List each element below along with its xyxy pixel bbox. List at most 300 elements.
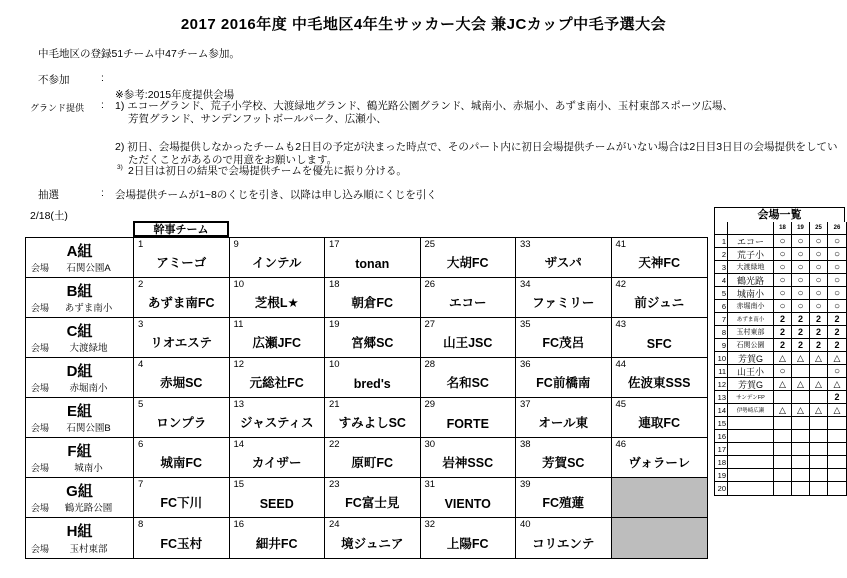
ground-note-2b: ただくことがあるので用意をお願いします。 <box>128 154 338 166</box>
team-name: 朝倉FC <box>351 296 394 310</box>
team-number: 38 <box>520 439 531 450</box>
venue-date-header: 18 <box>774 222 792 235</box>
team-cell <box>325 358 421 398</box>
venue-mark-cell: ○ <box>774 248 792 261</box>
team-number: 34 <box>520 279 531 290</box>
venue-mark-cell <box>792 482 810 495</box>
venue-mark-cell: △ <box>828 404 846 417</box>
team-name: 原町FC <box>351 456 394 470</box>
venue-mark-cell: 2 <box>828 339 846 352</box>
team-cell <box>325 478 421 518</box>
venue-row-name: 石関公園 <box>728 339 774 352</box>
team-name: FC玉村 <box>160 537 203 551</box>
venue-mark-cell <box>828 482 846 495</box>
venue-mark-cell <box>774 417 792 430</box>
venue-mark-cell: △ <box>774 352 792 365</box>
chusen-label: 抽選 <box>38 189 59 201</box>
team-name: FC茂呂 <box>542 336 585 350</box>
ground-note-3-mark: 3) <box>117 164 123 171</box>
team-number: 13 <box>233 399 245 410</box>
team-cell <box>516 238 612 278</box>
venue-mark-cell <box>828 469 846 482</box>
team-cell <box>421 518 517 558</box>
team-number: 32 <box>424 519 436 530</box>
team-number: 44 <box>615 359 627 370</box>
venue-mark-cell: △ <box>810 404 828 417</box>
venue-mark-cell: ○ <box>774 274 792 287</box>
group-label-cell <box>26 238 134 278</box>
team-name: SEED <box>259 497 294 511</box>
group-label-cell <box>26 518 134 558</box>
team-name: FC富士見 <box>345 496 400 510</box>
group-venue-line <box>31 260 128 274</box>
venue-mark-cell <box>792 365 810 378</box>
venue-table-title: 会場一覧 <box>714 207 845 223</box>
venue-mark-cell: 2 <box>792 339 810 352</box>
venue-row-name: サンデンFP <box>728 391 774 404</box>
venue-mark-cell: ○ <box>774 300 792 313</box>
team-number: 21 <box>329 399 340 410</box>
team-cell <box>325 438 421 478</box>
venue-mark-cell: ○ <box>828 235 846 248</box>
venue-mark-cell: △ <box>792 378 810 391</box>
group-venue-name: 鶴光路公園 <box>64 503 113 514</box>
team-cell <box>421 358 517 398</box>
group-label-cell <box>26 358 134 398</box>
team-name: 天神FC <box>638 256 681 270</box>
team-name: 上陽FC <box>446 537 489 551</box>
venue-prefix-label: 会場 <box>31 503 50 513</box>
team-name: 広瀬JFC <box>252 336 302 350</box>
venue-mark-cell <box>774 469 792 482</box>
venue-row-name: 芳賀G <box>728 378 774 391</box>
venue-mark-cell: ○ <box>774 287 792 300</box>
team-cell <box>516 278 612 318</box>
team-name: SFC <box>646 337 672 351</box>
team-cell <box>421 238 517 278</box>
venue-mark-cell <box>810 482 828 495</box>
venue-mark-cell <box>828 443 846 456</box>
venue-mark-cell <box>828 456 846 469</box>
team-cell <box>421 438 517 478</box>
venue-mark-cell: ○ <box>828 274 846 287</box>
venue-header-corner <box>715 222 728 235</box>
team-number: 19 <box>329 319 340 330</box>
team-name: 細井FC <box>255 537 298 551</box>
empty-gray-cell <box>612 518 708 558</box>
team-name: 大胡FC <box>446 256 489 270</box>
venue-mark-cell <box>774 456 792 469</box>
team-number: 1 <box>138 239 144 250</box>
team-number: 43 <box>615 319 627 330</box>
venue-prefix-label: 会場 <box>31 263 50 273</box>
group-venue-name: 赤堀南小 <box>69 383 108 394</box>
group-venue-line <box>31 420 128 434</box>
venue-mark-cell: △ <box>792 404 810 417</box>
venue-mark-cell <box>792 391 810 404</box>
venue-mark-cell: ○ <box>828 365 846 378</box>
team-cell <box>230 318 326 358</box>
team-cell <box>230 358 326 398</box>
team-cell <box>134 398 230 438</box>
group-label-cell <box>26 438 134 478</box>
team-name: アミーゴ <box>156 256 207 270</box>
team-name: VIENTO <box>444 497 491 511</box>
team-cell <box>230 478 326 518</box>
venue-row-number: 8 <box>715 326 728 339</box>
team-number: 27 <box>424 319 436 330</box>
venue-mark-cell: ○ <box>774 261 792 274</box>
team-name: 佐波東SSS <box>627 376 691 390</box>
venue-row-number: 1 <box>715 235 728 248</box>
group-venue-line <box>31 541 128 555</box>
venue-mark-cell: ○ <box>828 248 846 261</box>
venue-mark-cell: ○ <box>792 248 810 261</box>
sanko-note: ※参考:2015年度提供会場 <box>115 89 235 101</box>
venue-mark-cell <box>792 417 810 430</box>
team-name: FC下川 <box>160 496 203 510</box>
venue-row-number: 11 <box>715 365 728 378</box>
venue-row-number: 19 <box>715 469 728 482</box>
fusanka-label: 不参加 <box>38 74 70 86</box>
team-name: ファミリー <box>532 296 595 310</box>
venue-mark-cell <box>774 430 792 443</box>
team-name: 岩神SSC <box>442 456 494 470</box>
fusanka-colon: : <box>101 72 104 84</box>
team-name: 芝根L★ <box>254 296 299 310</box>
team-number: 3 <box>138 319 144 330</box>
team-cell <box>325 398 421 438</box>
group-venue-name: あずま南小 <box>64 303 113 314</box>
venue-mark-cell <box>792 430 810 443</box>
team-cell <box>516 318 612 358</box>
venue-mark-cell <box>774 391 792 404</box>
venue-date-header: 26 <box>828 222 846 235</box>
team-number: 33 <box>520 239 531 250</box>
venue-mark-cell: △ <box>774 404 792 417</box>
ground-colon: : <box>101 99 104 111</box>
team-number: 28 <box>424 359 436 370</box>
date-label: 2/18(土) <box>30 210 68 222</box>
team-cell <box>612 438 708 478</box>
venue-mark-cell: ○ <box>774 235 792 248</box>
team-number: 25 <box>424 239 436 250</box>
venue-row-name <box>728 469 774 482</box>
venue-row-number: 7 <box>715 313 728 326</box>
intro-line: 中毛地区の登録51チーム中47チーム参加。 <box>38 48 240 60</box>
venue-row-number: 6 <box>715 300 728 313</box>
team-cell <box>325 518 421 558</box>
team-number: 30 <box>424 439 436 450</box>
main-table <box>25 237 708 559</box>
venue-mark-cell: △ <box>774 378 792 391</box>
venue-mark-cell: 2 <box>774 326 792 339</box>
group-venue-line <box>31 340 128 354</box>
team-number: 46 <box>615 439 627 450</box>
group-venue-name: 石関公園A <box>66 263 111 274</box>
venue-mark-cell <box>792 469 810 482</box>
team-cell <box>325 238 421 278</box>
venue-mark-cell: ○ <box>810 235 828 248</box>
team-cell <box>134 518 230 558</box>
group-name: A組 <box>66 243 93 260</box>
group-name: F組 <box>67 443 92 460</box>
team-cell <box>134 318 230 358</box>
team-name: オール東 <box>538 416 589 430</box>
venue-mark-cell: 2 <box>828 391 846 404</box>
team-number: 31 <box>424 479 436 490</box>
venue-mark-cell: ○ <box>828 261 846 274</box>
group-label-cell <box>26 478 134 518</box>
team-cell <box>612 318 708 358</box>
team-number: 36 <box>520 359 531 370</box>
venue-mark-cell: 2 <box>792 326 810 339</box>
venue-row-number: 20 <box>715 482 728 495</box>
team-name: インテル <box>252 256 302 270</box>
team-cell <box>230 398 326 438</box>
venue-prefix-label: 会場 <box>31 383 50 393</box>
venue-row-name <box>728 430 774 443</box>
venue-row-number: 16 <box>715 430 728 443</box>
venue-mark-cell: ○ <box>810 287 828 300</box>
team-number: 15 <box>233 479 245 490</box>
team-name: 前ジュニ <box>634 296 685 310</box>
team-number: 41 <box>615 239 627 250</box>
venue-row-number: 2 <box>715 248 728 261</box>
team-cell <box>421 478 517 518</box>
team-number: 23 <box>329 479 340 490</box>
venue-row-name: 荒子小 <box>728 248 774 261</box>
venue-mark-cell: 2 <box>810 326 828 339</box>
team-number: 35 <box>520 319 531 330</box>
team-name: 名和SC <box>446 376 489 390</box>
venue-prefix-label: 会場 <box>31 423 50 433</box>
team-name: 連取FC <box>638 416 681 430</box>
group-label-cell <box>26 398 134 438</box>
team-cell <box>134 358 230 398</box>
team-number: 8 <box>138 519 144 530</box>
ground-label: グランド提供 <box>30 103 85 113</box>
venue-mark-cell <box>792 456 810 469</box>
venue-row-name <box>728 443 774 456</box>
group-label-cell <box>26 278 134 318</box>
team-name: カイザー <box>251 456 302 470</box>
team-name: ジャスティス <box>239 416 314 430</box>
team-name: リオエステ <box>150 336 213 350</box>
team-cell <box>612 238 708 278</box>
venue-mark-cell: ○ <box>774 365 792 378</box>
venue-mark-cell: ○ <box>810 261 828 274</box>
team-number: 39 <box>520 479 531 490</box>
team-cell <box>421 278 517 318</box>
venue-date-header: 19 <box>792 222 810 235</box>
group-venue-line <box>31 460 128 474</box>
team-cell <box>612 358 708 398</box>
venue-table <box>714 222 847 496</box>
team-number: 4 <box>138 359 144 370</box>
team-cell <box>325 278 421 318</box>
venue-mark-cell: ○ <box>828 300 846 313</box>
group-venue-name: 石関公園B <box>66 423 111 434</box>
team-name: 城南FC <box>160 456 203 470</box>
team-number: 12 <box>233 359 245 370</box>
team-number: 37 <box>520 399 531 410</box>
team-name: FC前橋南 <box>536 376 591 390</box>
venue-mark-cell: 2 <box>810 313 828 326</box>
venue-mark-cell: 2 <box>774 313 792 326</box>
team-number: 11 <box>233 319 244 330</box>
venue-mark-cell: ○ <box>828 287 846 300</box>
group-venue-line <box>31 500 128 514</box>
venue-mark-cell <box>828 430 846 443</box>
venue-mark-cell: 2 <box>792 313 810 326</box>
team-name: ロンプラ <box>156 416 207 430</box>
venue-mark-cell <box>810 430 828 443</box>
venue-mark-cell <box>810 417 828 430</box>
team-name: 赤堀SC <box>160 376 203 390</box>
venue-mark-cell <box>810 365 828 378</box>
group-venue-name: 城南小 <box>74 463 103 474</box>
group-name: E組 <box>66 403 92 420</box>
venue-row-name <box>728 456 774 469</box>
venue-row-number: 15 <box>715 417 728 430</box>
page-title: 2017 2016年度 中毛地区4年生サッカー大会 兼JCカップ中毛予選大会 <box>180 16 667 33</box>
venue-row-number: 18 <box>715 456 728 469</box>
venue-mark-cell: 2 <box>810 339 828 352</box>
venue-mark-cell <box>810 443 828 456</box>
team-name: bred's <box>353 377 391 391</box>
venue-mark-cell <box>792 443 810 456</box>
venue-row-name: 城南小 <box>728 287 774 300</box>
venue-mark-cell <box>810 456 828 469</box>
venue-row-number: 5 <box>715 287 728 300</box>
empty-gray-cell <box>612 478 708 518</box>
venue-mark-cell: ○ <box>792 261 810 274</box>
venue-mark-cell <box>774 443 792 456</box>
venue-row-number: 9 <box>715 339 728 352</box>
team-number: 10 <box>329 359 340 370</box>
team-number: 24 <box>329 519 340 530</box>
team-name: ヴォラーレ <box>628 456 691 470</box>
venue-row-name <box>728 482 774 495</box>
team-name: すみよしSC <box>338 416 406 430</box>
venue-mark-cell: △ <box>828 378 846 391</box>
kanji-team-header: 幹事チーム <box>133 221 229 237</box>
team-cell <box>134 478 230 518</box>
venue-mark-cell: △ <box>792 352 810 365</box>
venue-prefix-label: 会場 <box>31 343 50 353</box>
team-number: 10 <box>233 279 245 290</box>
venue-mark-cell: ○ <box>792 274 810 287</box>
venue-mark-cell: △ <box>828 352 846 365</box>
venue-row-number: 10 <box>715 352 728 365</box>
team-cell <box>421 398 517 438</box>
venue-mark-cell: ○ <box>810 248 828 261</box>
venue-row-number: 14 <box>715 404 728 417</box>
team-name: 境ジュニア <box>341 537 404 551</box>
venue-row-name: 伊勢崎広瀬 <box>728 404 774 417</box>
venue-prefix-label: 会場 <box>31 544 50 554</box>
team-number: 29 <box>424 399 436 410</box>
venue-row-name: 鶴光路 <box>728 274 774 287</box>
group-venue-name: 大渡緑地 <box>69 343 108 354</box>
team-cell <box>516 398 612 438</box>
team-name: ザスパ <box>544 256 582 270</box>
ground-note-2a: 2) 初日、会場提供しなかったチームも2日目の予定が決まった時点で、そのパート内に初日会場提供チームがいない場合は2日目3日目の会場提供をしてい <box>115 141 838 153</box>
group-label-cell <box>26 318 134 358</box>
ground-note-1a: 1) エコーグランド、荒子小学校、大渡緑地グランド、鶴光路公園グランド、城南小、赤堀小、あずま南小、玉村東部スポーツ広場、 <box>115 100 733 112</box>
team-number: 22 <box>329 439 340 450</box>
team-name: エコー <box>448 296 487 310</box>
venue-row-name: 赤堀南小 <box>728 300 774 313</box>
group-name: G組 <box>66 483 93 500</box>
team-cell <box>230 238 326 278</box>
venue-row-name <box>728 417 774 430</box>
team-cell <box>134 278 230 318</box>
venue-mark-cell <box>774 482 792 495</box>
venue-mark-cell: 2 <box>828 326 846 339</box>
team-cell <box>134 438 230 478</box>
venue-row-number: 4 <box>715 274 728 287</box>
team-number: 9 <box>233 239 239 250</box>
venue-mark-cell: ○ <box>792 300 810 313</box>
venue-row-name: あずま南小 <box>728 313 774 326</box>
group-venue-name: 玉村東部 <box>69 544 108 555</box>
team-cell <box>230 518 326 558</box>
team-number: 16 <box>233 519 245 530</box>
team-number: 5 <box>138 399 144 410</box>
team-number: 2 <box>138 279 144 290</box>
team-name: 芳賀SC <box>542 456 585 470</box>
ground-note-1b: 芳賀グランド、サンデンフットボールパーク、広瀬小、 <box>128 113 387 125</box>
venue-row-name: 芳賀G <box>728 352 774 365</box>
team-name: FC殖蓮 <box>542 496 585 510</box>
team-number: 17 <box>329 239 340 250</box>
venue-mark-cell: ○ <box>792 235 810 248</box>
venue-mark-cell: 2 <box>774 339 792 352</box>
chusen-text: 会場提供チームが1~8のくじを引き、以降は申し込み順にくじを引く <box>115 189 437 201</box>
team-name: 山王JSC <box>443 336 493 350</box>
team-number: 6 <box>138 439 144 450</box>
group-name: B組 <box>66 283 93 300</box>
group-name: H組 <box>66 523 93 540</box>
team-name: あずま南FC <box>147 296 215 310</box>
team-number: 18 <box>329 279 340 290</box>
team-cell <box>230 438 326 478</box>
team-cell <box>612 398 708 438</box>
team-cell <box>421 318 517 358</box>
team-number: 40 <box>520 519 531 530</box>
team-name: FORTE <box>446 417 489 431</box>
team-cell <box>516 518 612 558</box>
team-name: 元総社FC <box>249 376 304 390</box>
team-number: 14 <box>233 439 245 450</box>
team-number: 26 <box>424 279 436 290</box>
venue-mark-cell <box>810 469 828 482</box>
venue-mark-cell: △ <box>810 352 828 365</box>
team-number: 42 <box>615 279 627 290</box>
venue-row-number: 13 <box>715 391 728 404</box>
chusen-colon: : <box>101 187 104 199</box>
venue-mark-cell: ○ <box>810 300 828 313</box>
venue-prefix-label: 会場 <box>31 463 50 473</box>
ground-note-3: 2日目は初日の結果で会場提供チームを優先に振り分ける。 <box>128 165 407 177</box>
group-name: C組 <box>66 323 93 340</box>
team-name: 宮郷SC <box>351 336 394 350</box>
venue-mark-cell <box>810 391 828 404</box>
team-name: コリエンテ <box>532 537 595 551</box>
group-venue-line <box>31 380 128 394</box>
